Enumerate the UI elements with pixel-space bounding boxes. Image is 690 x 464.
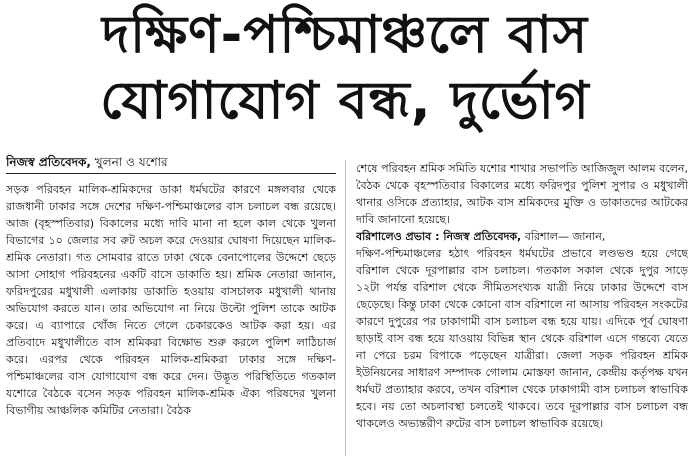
- byline-reporter: নিজস্ব প্রতিবেদক,: [6, 155, 91, 169]
- left-column: [6, 154, 336, 458]
- barisal-location: বরিশাল— জানান,: [521, 230, 606, 243]
- barisal-sub-head: বরিশালেও প্রভাব : নিজস্ব প্রতিবেদক,: [356, 230, 522, 243]
- headline: [0, 2, 690, 152]
- left-body-paragraph: সড়ক পরিবহন মালিক-শ্রমিকদের ডাকা ধর্মঘটের কারণে মঙ্গলবার থেকে রাজধানী ঢাকার সঙ্গে দেশের দক্ষিণ-পশ্চিমাঞ্চলের বাস চলাচল বন্ধ রয়েছে। আজ (বৃহস্পতিবার) বিকালের মধ্যে দাবি মানা না হলে কাল থেকে খুলনা বিভাগের ১০ জেলার সব রুট অচল করে দেওয়ার ঘোষণা দিয়েছেন মালিক-শ্রমিক নেতারা। গত সোমবার রাতে ঢাকা থেকে বেনাপোলের উদ্দেশে ছেড়ে আসা সোহাগ পরিবহনের একটি বাসে ডাকাতি হয়। শ্রমিক নেতারা জানান, ফরিদপুরের মধুখালী এলাকায় ডাকাতি হওয়ায় বাসচালক মধুখালী থানায় অভিযোগ করতে যান। তার অভিযোগ না নিয়ে উল্টো পুলিশ তাকে আটক করে। এ ব্যাপারে খোঁজ নিতে গেলে চেকারকেও আটক করা হয়। এর প্রতিবাদে মধুখালীতে বাস শ্রমিকরা বিক্ষোভ শুরু করলে পুলিশ লাঠিচার্জ করে। এরপর থেকে পরিবহন মালিক-শ্রমিকরা ঢাকার সঙ্গে দক্ষিণ-পশ্চিমাঞ্চলের বাস যোগাযোগ বন্ধ করে দেন। উদ্ভূত পরিস্থিতিতে গতকাল যশোরে বৈঠকে বসেন সড়ক পরিবহন মালিক-শ্রমিক ঐক্য পরিষদের খুলনা বিভাগীয় আঞ্চলিক কমিটির নেতারা। বৈঠক: [6, 183, 336, 417]
- byline-rule: [6, 173, 336, 174]
- headline-line-1: দক্ষিণ-পশ্চিমাঞ্চলে বাস: [101, 5, 589, 65]
- right-body-paragraph-2: দক্ষিণ-পশ্চিমাঞ্চলের হঠাৎ পরিবহন ধর্মঘটের প্রভাবে লণ্ডভণ্ড হয়ে গেছে বরিশাল থেকে দূরপাল্লার বাস চলাচল। গতকাল সকাল থেকে দুপুর সাড়ে ১২টা পর্যন্ত বরিশাল থেকে সীমিতসংখ্যক যাত্রী নিয়ে ঢাকার উদ্দেশে বাস ছেড়েছে। কিন্তু ঢাকা থেকে কোনো বাস বরিশালে না আসায় পরিবহন সংকটের কারণে দুপুরের পর ঢাকাগামী বাস চলাচল বন্ধ হয়ে যায়। এদিকে পূর্ব ঘোষণা ছাড়াই বাস বন্ধ হয়ে যাওয়ায় বিভিন্ন স্থান থেকে বরিশাল এসে গন্তব্যে যেতে না পেরে চরম বিপাকে পড়েছেন যাত্রীরা। জেলা সড়ক পরিবহন শ্রমিক ইউনিয়নের সাধারণ সম্পাদক গোলাম মোস্তফা জানান, কেন্দ্রীয় কর্তৃপক্ষ যখন ধর্মঘট প্রত্যাহার করবে, তখন বরিশাল থেকে ঢাকাগামী বাস চলাচল স্বাভাবিক হবে। নয় তো অচলাবস্থা চলতেই থাকবে। তবে দূরপাল্লার বাস চলাচল বন্ধ থাকলেও অভ্যন্তরীণ রুটের বাস চলাচল স্বাভাবিক রয়েছে।: [356, 247, 688, 430]
- byline-location: খুলনা ও যশোর: [90, 155, 168, 169]
- right-column: [356, 160, 688, 464]
- column-divider: [345, 160, 346, 456]
- right-body-paragraph-1: শেষে পরিবহন শ্রমিক সমিতি যশোর শাখার সভাপতি আজিজুল আলম বলেন, বৈঠক থেকে বৃহস্পতিবার বিকালের মধ্যে ফরিদপুর পুলিশ সুপার ও মধুখালী থানার ওসিকে প্রত্যাহার, আটক বাস শ্রমিকদের মুক্তি ও ডাকাতদের আটকের দাবি জানানো হয়েছে।: [356, 162, 688, 226]
- barisal-section: [356, 228, 688, 245]
- headline-line-2: যোগাযোগ বন্ধ, দুর্ভোগ: [100, 71, 590, 131]
- byline: [6, 154, 336, 171]
